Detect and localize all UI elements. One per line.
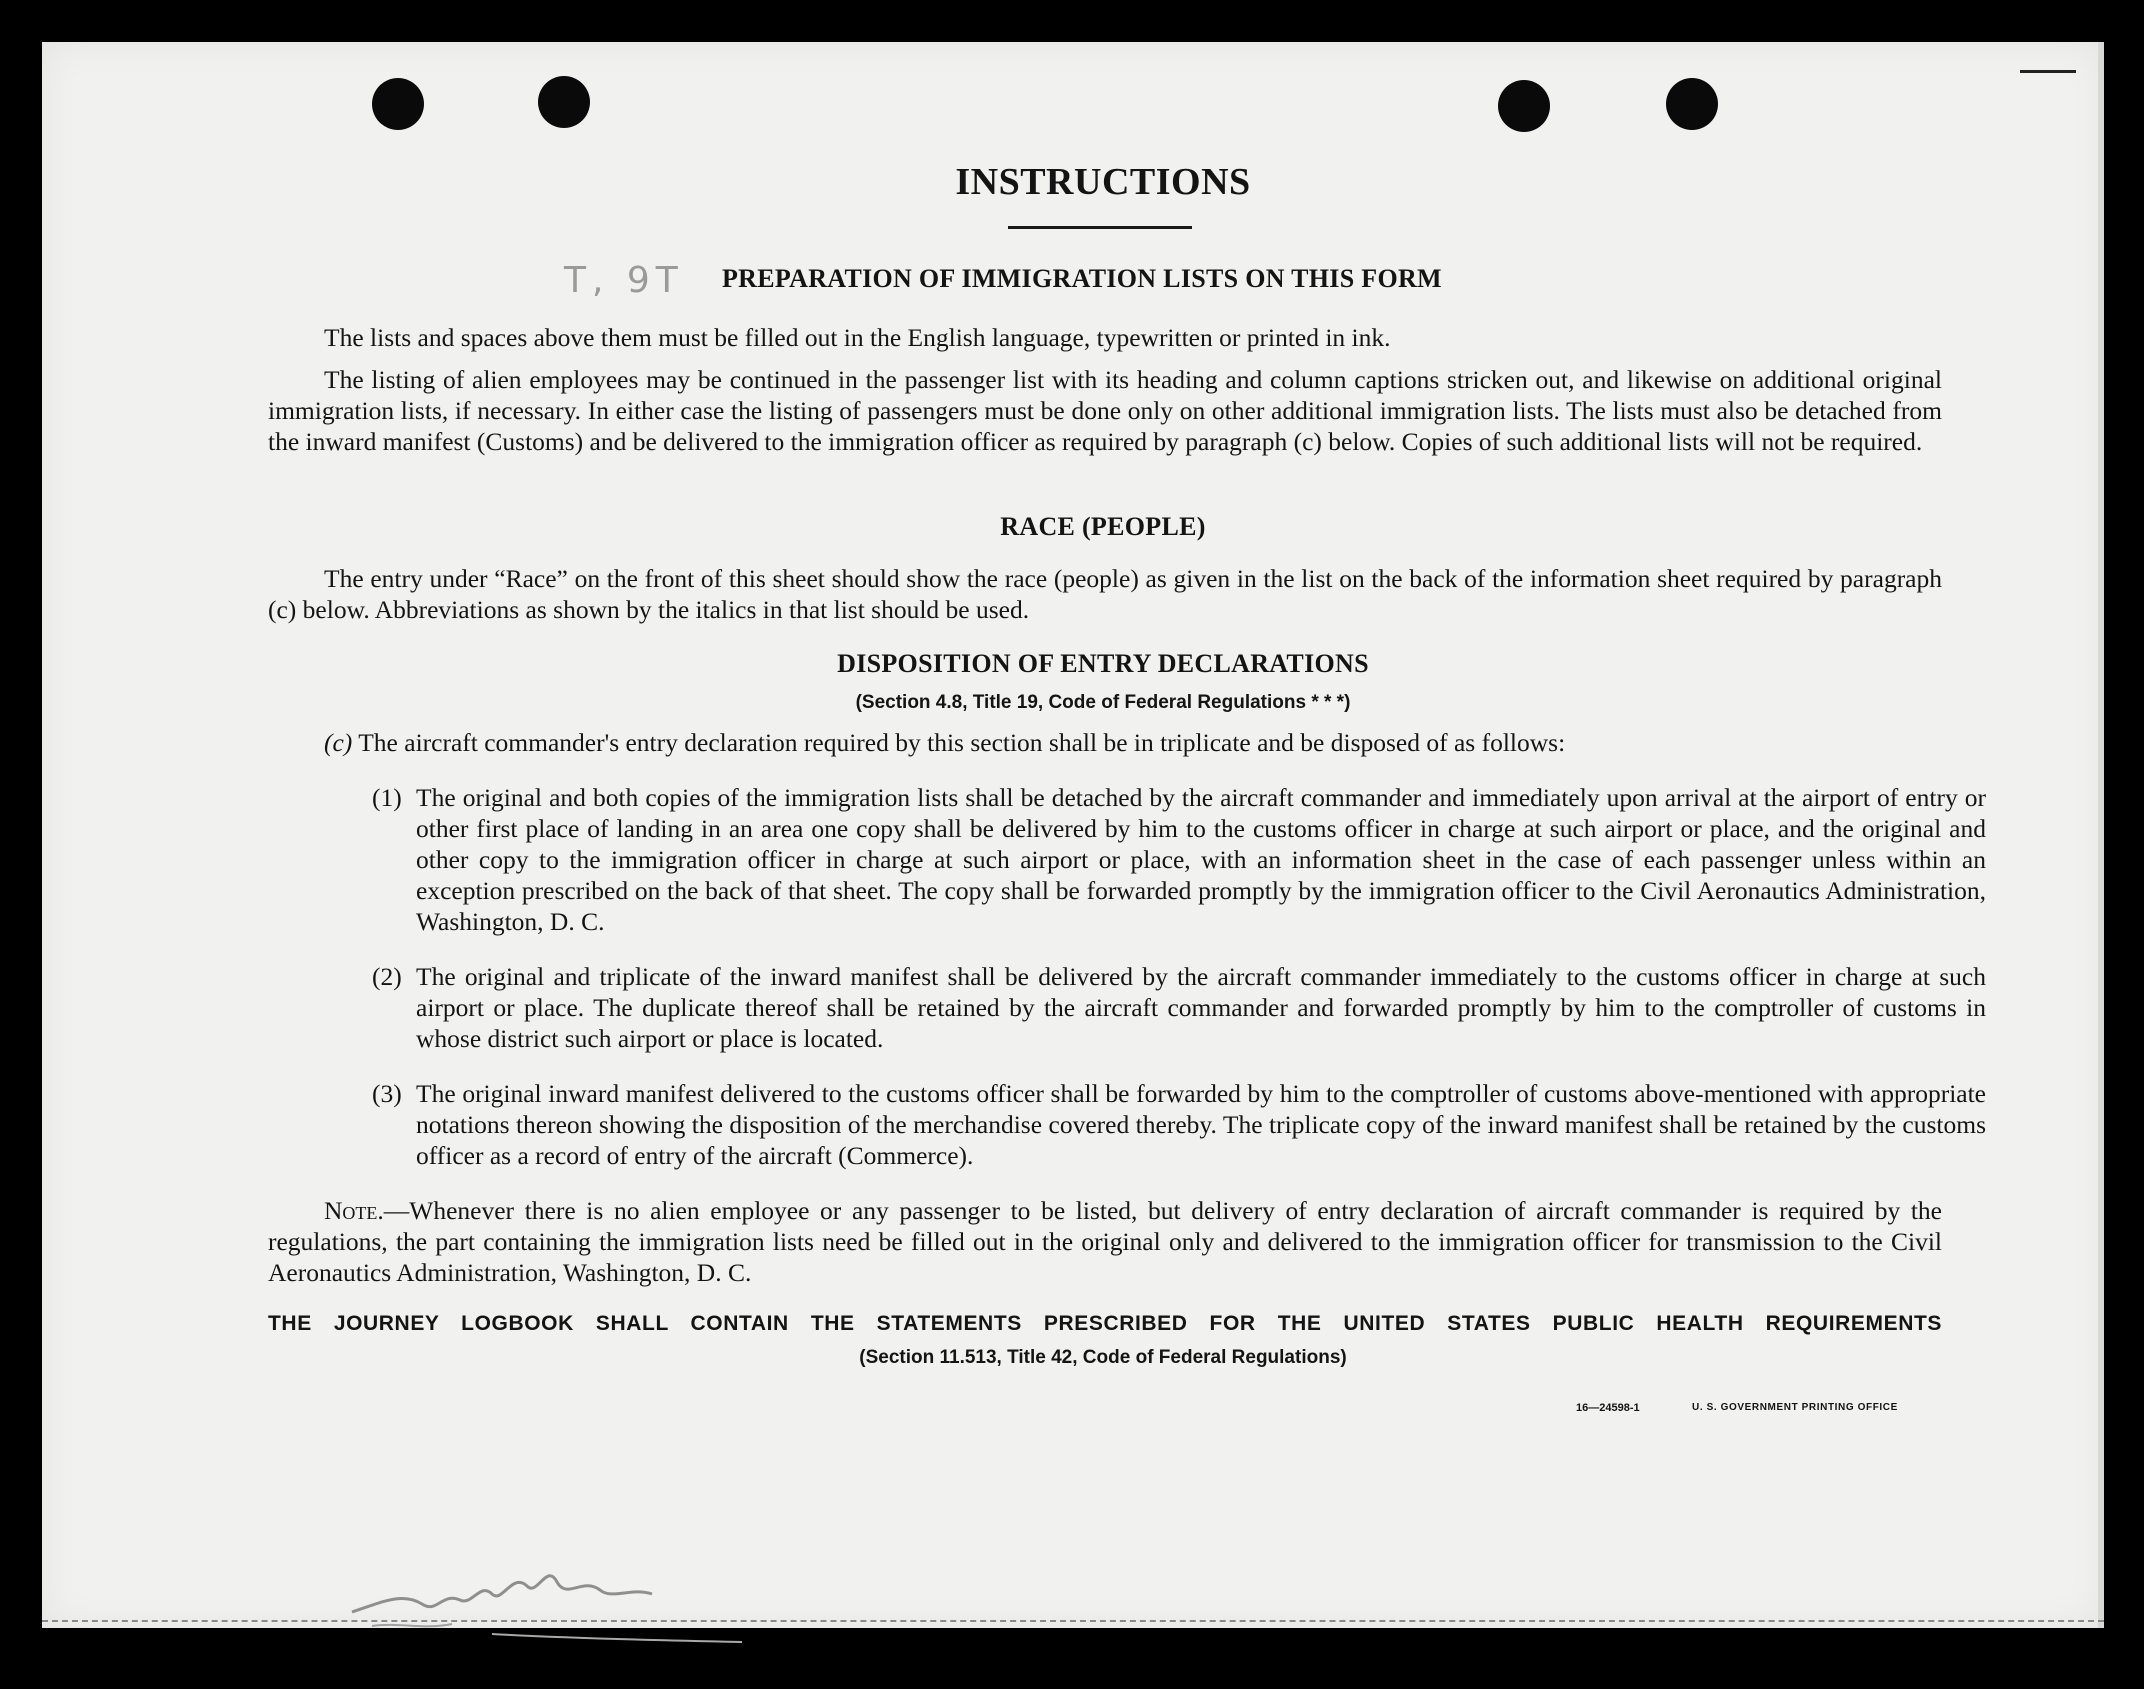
punch-hole (1498, 80, 1550, 132)
document-sheet (42, 42, 2104, 1628)
note-text: —Whenever there is no alien employee or any passenger to be listed, but delivery of entry declaration of aircraft commander is required by the regulations, the part containing the immigration lists need be filled out in the original only and delivered to the immigration officer for transmission to the Civil Aeronautics Administration, Washington, D. C. (268, 1196, 1942, 1287)
print-code: 16—24598-1 (1576, 1402, 1640, 1414)
note-label: Note. (324, 1196, 384, 1225)
list-item-number: (1) (372, 783, 402, 812)
paragraph-c-text: The aircraft commander's entry declaration required by this section shall be in triplicate and be disposed of as follows: (358, 728, 1566, 757)
punch-hole (1666, 78, 1718, 130)
sheet-edge (2098, 42, 2104, 1628)
title-rule (1008, 226, 1192, 229)
paragraph-c-label: (c) (324, 728, 353, 757)
list-item-text: The original and triplicate of the inward manifest shall be delivered by the aircraft commander immediately to the customs officer in charge at such airport or place. The duplicate thereof shall be retained by the aircraft commander and forwarded promptly by him to the comptroller of customs in whose district such airport or place is located. (416, 962, 1986, 1053)
list-item (372, 961, 1986, 1054)
section-heading-preparation: PREPARATION OF IMMIGRATION LISTS ON THIS FORM (722, 264, 1442, 293)
handwritten-annotation: T, 9T (564, 260, 684, 301)
section-heading-disposition: DISPOSITION OF ENTRY DECLARATIONS (837, 649, 1369, 678)
list-item-text: The original and both copies of the immigration lists shall be detached by the aircraft commander and immediately upon arrival at the airport of entry or other first place of landing in an area one copy shall be delivered by him to the customs officer in charge at such airport or place, and the original and other copy to the immigration officer in charge at such airport or place, with an information sheet in the case of each passenger unless within an exception prescribed on the back of that sheet. The copy shall be forwarded promptly by the immigration officer to the Civil Aeronautics Administration, Washington, D. C. (416, 783, 1986, 936)
list-item-number: (3) (372, 1079, 402, 1108)
list-item-text: The original inward manifest delivered to the customs officer shall be forwarded by him to the comptroller of customs above-mentioned with appropriate notations thereon showing the disposition of the merchandise covered thereby. The triplicate copy of the inward manifest shall be retained by the customs officer as a record of entry of the aircraft (Commerce). (416, 1079, 1986, 1170)
section-heading-race: RACE (PEOPLE) (1000, 512, 1206, 541)
note-paragraph (268, 1195, 1942, 1288)
citation-title-42: (Section 11.513, Title 42, Code of Federal Regulations) (859, 1347, 1347, 1368)
page-title: INSTRUCTIONS (955, 161, 1251, 203)
paragraph-lists-language: The lists and spaces above them must be filled out in the English language, typewritten or printed in ink. (324, 323, 1391, 352)
printer-imprint: U. S. GOVERNMENT PRINTING OFFICE (1692, 1402, 1898, 1413)
list-item (372, 1078, 1986, 1171)
list-item-number: (2) (372, 962, 402, 991)
citation-title-19: (Section 4.8, Title 19, Code of Federal Regulations * * *) (855, 692, 1351, 713)
punch-hole (372, 78, 424, 130)
punch-hole (538, 76, 590, 128)
corner-mark (2020, 70, 2076, 73)
paragraph-c (324, 727, 1944, 758)
list-item (372, 782, 1986, 937)
paragraph-alien-employees: The listing of alien employees may be continued in the passenger list with its heading and column captions stricken out, and likewise on additional original immigration lists, if necessary. In either case the listing of passengers must be done only on other additional immigration lists. The lists must also be detached from the inward manifest (Customs) and be delivered to the immigration officer as required by paragraph (c) below. Copies of such additional lists will not be required. (268, 365, 1942, 456)
paragraph-race: The entry under “Race” on the front of this sheet should show the race (people) as given in the list on the back of the information sheet required by paragraph (c) below. Abbreviations as shown by the italics in that list should be used. (268, 564, 1942, 624)
signature-bleedthrough (342, 1542, 762, 1652)
journey-logbook-statement: THE JOURNEY LOGBOOK SHALL CONTAIN THE STATEMENTS PRESCRIBED FOR THE UNITED STATES PUBLIC HEALTH REQUIREMENTS (268, 1312, 1942, 1335)
